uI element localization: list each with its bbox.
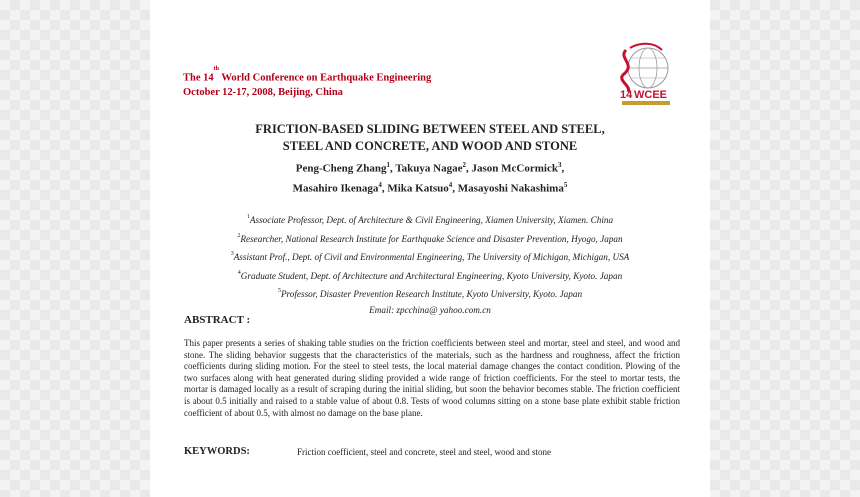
authors-line-1: Peng-Cheng Zhang$^1$, Takuya Nagae$^2$, Jason McCormick$^3$, bbox=[295, 161, 565, 175]
conference-edition: The 14 bbox=[183, 72, 214, 84]
conference-name: World Conference on Earthquake Engineering bbox=[218, 72, 432, 84]
contact-email: Email: zpcchina@ yahoo.com.cn bbox=[369, 304, 491, 315]
conference-ordinal: th bbox=[213, 66, 219, 72]
author-name: Masayoshi Nakashima bbox=[457, 182, 564, 195]
conference-header bbox=[183, 68, 431, 100]
abstract-body: This paper presents a series of shaking table studies on the friction coefficients between steel and mortar, steel and steel, and wood and stone. The sliding behavior suggests that the characteristics of the materials, such as the hardness and roughness, affect the friction coefficients during sliding motion. For the steel to steel tests, the local material damage changes the contact condition. Plowing of the two surfaces along with heat generated during sliding provided a wide range of friction coefficients. For the steel to mortar tests, the mortar is damaged locally as a result of scraping during the initial sliding, but soon the behavior becomes stable. The friction coefficient is about 0.5 initially and raised to a stable value of about 0.8. Tests of wood columns sitting on a stone base plate exhibit stable friction coefficient of about 0.5, with almost no damage on the base plane. bbox=[184, 338, 680, 418]
author-affil-ref: 4 bbox=[448, 180, 453, 189]
logo-number: 14 bbox=[620, 89, 633, 101]
logo-band bbox=[622, 101, 670, 105]
keywords-label: KEYWORDS: bbox=[184, 446, 250, 457]
author-name: Takuya Nagae bbox=[395, 162, 463, 175]
title-line-2: STEEL AND CONCRETE, AND WOOD AND STONE bbox=[282, 139, 578, 153]
author-name: Masahiro Ikenaga bbox=[292, 182, 379, 195]
keywords-row bbox=[184, 446, 680, 457]
author-list bbox=[150, 157, 710, 196]
author-name: Peng-Cheng Zhang bbox=[295, 162, 387, 175]
author-affil-ref: 2 bbox=[462, 161, 466, 169]
abstract-heading: ABSTRACT : bbox=[184, 314, 251, 326]
author-name: Jason McCormick bbox=[471, 162, 558, 175]
author-affil-ref: 3 bbox=[557, 161, 562, 169]
conference-date-location: October 12-17, 2008, Beijing, China bbox=[183, 86, 343, 98]
author-affil-ref: 4 bbox=[378, 180, 382, 189]
affiliation-item: $^3$Assistant Prof., Dept. of Civil and Environmental Engineering, The University of Michigan, Michigan, USA bbox=[230, 251, 630, 262]
author-affil-ref: 5 bbox=[563, 180, 568, 189]
affiliation-item: $^5$Professor, Disaster Prevention Research Institute, Kyoto University, Kyoto. Japan bbox=[277, 288, 583, 299]
affiliation-item: $^1$Associate Professor, Dept. of Architecture & Civil Engineering, Xiamen University, Xiamen. China bbox=[246, 214, 614, 225]
author-affil-ref: 1 bbox=[386, 161, 391, 169]
affiliation-list bbox=[150, 210, 710, 318]
affiliation-item: $^2$Researcher, National Research Institute for Earthquake Science and Disaster Prevention, Hyogo, Japan bbox=[237, 232, 623, 244]
authors-line-2: Masahiro Ikenaga$^4$, Mika Katsuo$^4$, Masayoshi Nakashima$^5$ bbox=[292, 180, 568, 195]
title-line-1: FRICTION-BASED SLIDING BETWEEN STEEL AND STEEL, bbox=[255, 122, 605, 136]
affiliation-item: $^4$Graduate Student, Dept. of Architecture and Architectural Engineering, Kyoto University, Kyoto. Japan bbox=[237, 269, 623, 281]
conference-line-1 bbox=[183, 68, 431, 86]
paper-title bbox=[150, 121, 710, 155]
wcee-logo bbox=[610, 40, 678, 110]
logo-name: WCEE bbox=[634, 89, 667, 101]
logo-ribbon bbox=[622, 50, 629, 92]
keywords-text: Friction coefficient, steel and concrete, steel and steel, wood and stone bbox=[297, 447, 551, 457]
author-name: Mika Katsuo bbox=[387, 182, 449, 195]
